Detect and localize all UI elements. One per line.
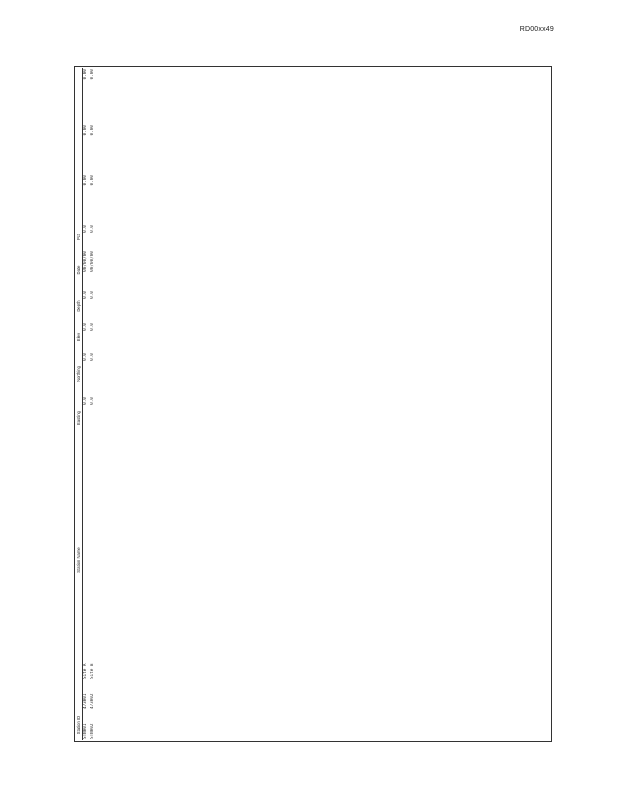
table-row <box>90 68 97 740</box>
column-header: Elev <box>76 322 83 352</box>
table-cell: 0.0 <box>89 291 95 299</box>
column-header: Depth <box>76 290 83 322</box>
table-cell: 0.0 <box>89 353 95 361</box>
table-cell: 0.0 <box>83 225 88 233</box>
data-table <box>76 68 97 740</box>
column-header: Northing <box>76 352 83 396</box>
column-header: Date <box>76 250 83 290</box>
table-cell: 0.0 <box>83 353 88 361</box>
table-cell: 00/00/00 <box>83 251 88 272</box>
table-body <box>83 68 97 740</box>
table-cell: 0.00 <box>83 69 88 80</box>
table-cell: 0.0 <box>83 397 88 405</box>
scan-artifact-dots <box>14 770 514 778</box>
column-header: Station Name <box>76 440 83 680</box>
page-identifier: RD00xx49 <box>519 26 554 33</box>
table-cell: 0.0 <box>83 323 88 331</box>
table-cell: 0.0 <box>89 397 95 405</box>
column-header: Pct <box>76 224 83 250</box>
column-header: Station ID <box>76 710 83 740</box>
table-cell: 0.0 <box>89 225 95 233</box>
table-cell: Site B <box>89 663 95 679</box>
column-header: Easting <box>76 396 83 440</box>
table-cell: 0.00 <box>83 175 88 186</box>
table-cell: 0.00 <box>83 125 88 136</box>
table-cell: 0.00 <box>89 125 95 136</box>
table-cell: 0.0 <box>83 291 88 299</box>
table-cell: 00/00/00 <box>89 251 95 272</box>
table-cell: 0.00 <box>89 175 95 186</box>
table-cell: 0.0 <box>89 323 95 331</box>
table-cell: 473001 <box>83 693 88 709</box>
table-cell: STN001 <box>83 723 88 739</box>
table-cell: 0.00 <box>89 69 95 80</box>
table-cell: STN002 <box>89 723 95 739</box>
table-cell: 473002 <box>89 693 95 709</box>
table-row <box>83 68 90 740</box>
rotated-table-container <box>76 68 550 740</box>
table-cell: Site A <box>83 663 88 679</box>
